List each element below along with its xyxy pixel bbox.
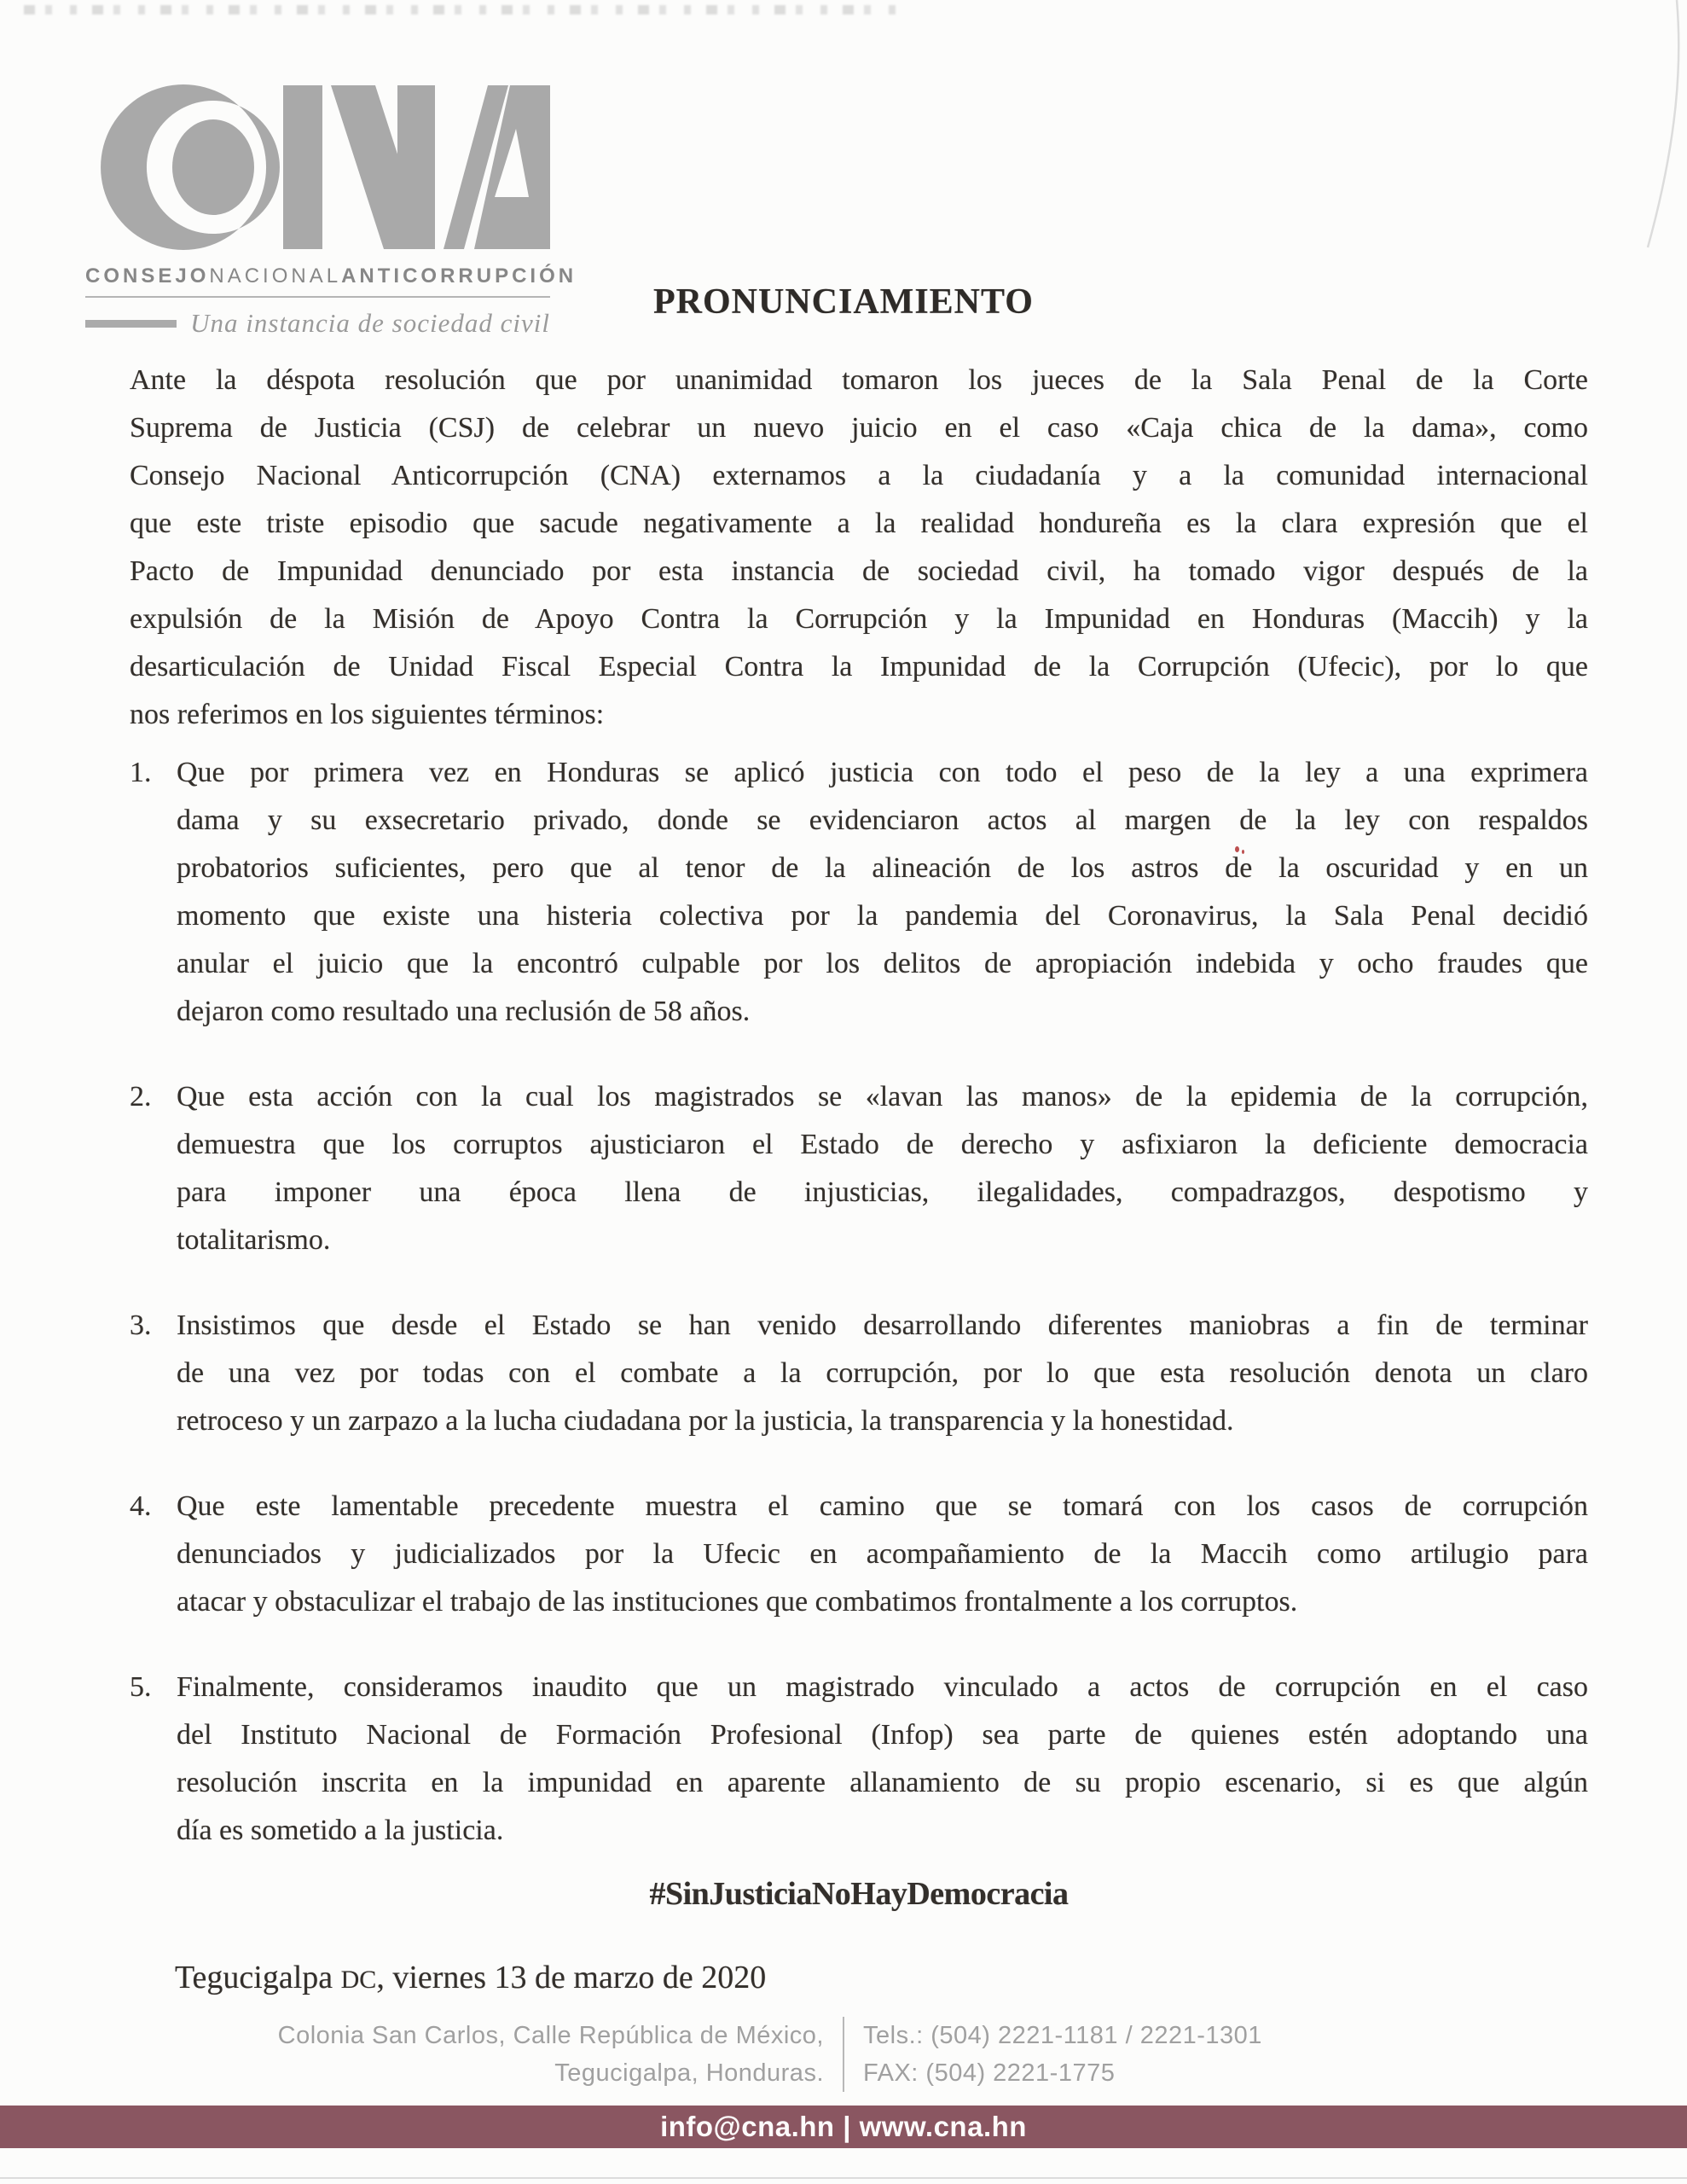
fax-line: FAX: (504) 2221-1775	[863, 2059, 1116, 2087]
footer-email-website: info@cna.hn | www.cna.hn	[660, 2111, 1027, 2142]
text-line: que este triste episodio que sacude negativamente a la realidad hondureña es la clara expresión que el	[130, 508, 1588, 539]
list-item	[130, 749, 1588, 1036]
text-line: atacar y obstaculizar el trabajo de las instituciones que combatimos frontalmente a los corruptos.	[177, 1586, 1298, 1618]
footer-address-column	[227, 2017, 843, 2092]
text-line: Insistimos que desde el Estado se han venido desarrollando diferentes maniobras a fin de terminar	[177, 1310, 1588, 1341]
dateline	[175, 1959, 766, 1996]
org-name-word: ANTICORRUPCIÓN	[341, 264, 577, 288]
text-line: Que por primera vez en Honduras se aplicó justicia con todo el peso de la ley a una exprimera	[177, 757, 1588, 788]
text-line: probatorios suficientes, pero que al tenor de la alineación de los astros de la oscuridad y en un	[177, 852, 1588, 884]
text-line: Que esta acción con la cual los magistrados se «lavan las manos» de la epidemia de la corrupción,	[177, 1081, 1588, 1112]
address-line: Colonia San Carlos, Calle República de México,	[277, 2022, 824, 2049]
text-line: Finalmente, consideramos inaudito que un magistrado vinculado a actos de corrupción en el caso	[177, 1671, 1588, 1703]
intro-paragraph	[130, 357, 1588, 739]
address-line: Tegucigalpa, Honduras.	[554, 2059, 824, 2087]
list-item	[130, 1483, 1588, 1626]
text-line: momento que existe una histeria colectiva por la pandemia del Coronavirus, la Sala Penal decidió	[177, 900, 1588, 932]
item-lines	[177, 749, 1588, 1036]
text-line: de una vez por todas con el combate a la corrupción, por lo que esta resolución denota un claro	[177, 1357, 1588, 1389]
numbered-list	[130, 749, 1588, 1855]
text-line: Consejo Nacional Anticorrupción (CNA) externamos a la ciudadanía y a la comunidad internacional	[130, 460, 1588, 491]
text-line: retroceso y un zarpazo a la lucha ciudadana por la justicia, la transparencia y la honestidad.	[177, 1405, 1234, 1437]
scan-artifact-corner-line	[1624, 0, 1684, 256]
text-line: nos referimos en los siguientes términos:	[130, 699, 605, 730]
item-number: 1.	[130, 757, 152, 788]
dateline-date: , viernes 13 de marzo de 2020	[376, 1960, 767, 1995]
text-line: resolución inscrita en la impunidad en aparente allanamiento de su propio escenario, si es que algún	[177, 1767, 1588, 1798]
hashtag-line: #SinJusticiaNoHayDemocracia	[649, 1876, 1069, 1912]
item-number: 4.	[130, 1490, 152, 1522]
footer-contact-bar	[0, 2106, 1687, 2148]
item-number: 5.	[130, 1671, 152, 1703]
org-name-word: CONSEJO	[85, 264, 210, 288]
text-line: expulsión de la Misión de Apoyo Contra la Corrupción y la Impunidad en Honduras (Maccih) y la	[130, 603, 1588, 635]
text-line: denunciados y judicializados por la Ufecic en acompañamiento de la Maccih como artilugio para	[177, 1538, 1588, 1570]
text-line: del Instituto Nacional de Formación Profesional (Infop) sea parte de quienes estén adoptando una	[177, 1719, 1588, 1751]
text-line: demuestra que los corruptos ajusticiaron el Estado de derecho y asfixiaron la deficiente democracia	[177, 1129, 1588, 1160]
text-line: Pacto de Impunidad denunciado por esta instancia de sociedad civil, ha tomado vigor después de la	[130, 555, 1588, 587]
logo-tagline: Una instancia de sociedad civil	[190, 308, 550, 338]
item-lines	[177, 1073, 1588, 1264]
item-number: 3.	[130, 1310, 152, 1341]
text-line: Ante la déspota resolución que por unanimidad tomaron los jueces de la Sala Penal de la Corte	[130, 364, 1588, 396]
item-number: 2.	[130, 1081, 152, 1112]
scan-artifact-bottom-line	[0, 2177, 1687, 2179]
scan-artifact-top-smudge	[24, 5, 911, 15]
cna-logo-icon	[85, 82, 550, 253]
phone-line: Tels.: (504) 2221-1181 / 2221-1301	[863, 2022, 1262, 2049]
document-title: PRONUNCIAMIENTO	[653, 282, 1034, 322]
footer-contact-column	[844, 2017, 1460, 2092]
text-line: Suprema de Justicia (CSJ) de celebrar un nuevo juicio en el caso «Caja chica de la dama», como	[130, 412, 1588, 444]
org-name-word: NACIONAL	[209, 264, 342, 288]
text-line: para imponer una época llena de injusticias, ilegalidades, compadrazgos, despotismo y	[177, 1176, 1588, 1208]
dateline-city: Tegucigalpa	[175, 1960, 341, 1995]
text-line: dama y su exsecretario privado, donde se evidenciaron actos al margen de la ley con respaldos	[177, 804, 1588, 836]
dateline-dc: DC	[340, 1966, 377, 1994]
item-lines	[177, 1483, 1588, 1626]
text-line: día es sometido a la justicia.	[177, 1815, 504, 1846]
list-item	[130, 1302, 1588, 1445]
text-line: Que este lamentable precedente muestra el camino que se tomará con los casos de corrupción	[177, 1490, 1588, 1522]
item-lines	[177, 1664, 1588, 1855]
document-body	[130, 357, 1588, 1918]
list-item	[130, 1664, 1588, 1855]
text-line: anular el juicio que la encontró culpable por los delitos de apropiación indebida y ocho fraudes que	[177, 948, 1588, 979]
text-line: desarticulación de Unidad Fiscal Especial Contra la Impunidad de la Corrupción (Ufecic), por lo que	[130, 651, 1588, 682]
text-line: totalitarismo.	[177, 1224, 331, 1256]
list-item	[130, 1073, 1588, 1264]
footer-address-block	[0, 2017, 1687, 2092]
text-line: dejaron como resultado una reclusión de 58 años.	[177, 996, 751, 1027]
item-lines	[177, 1302, 1588, 1445]
